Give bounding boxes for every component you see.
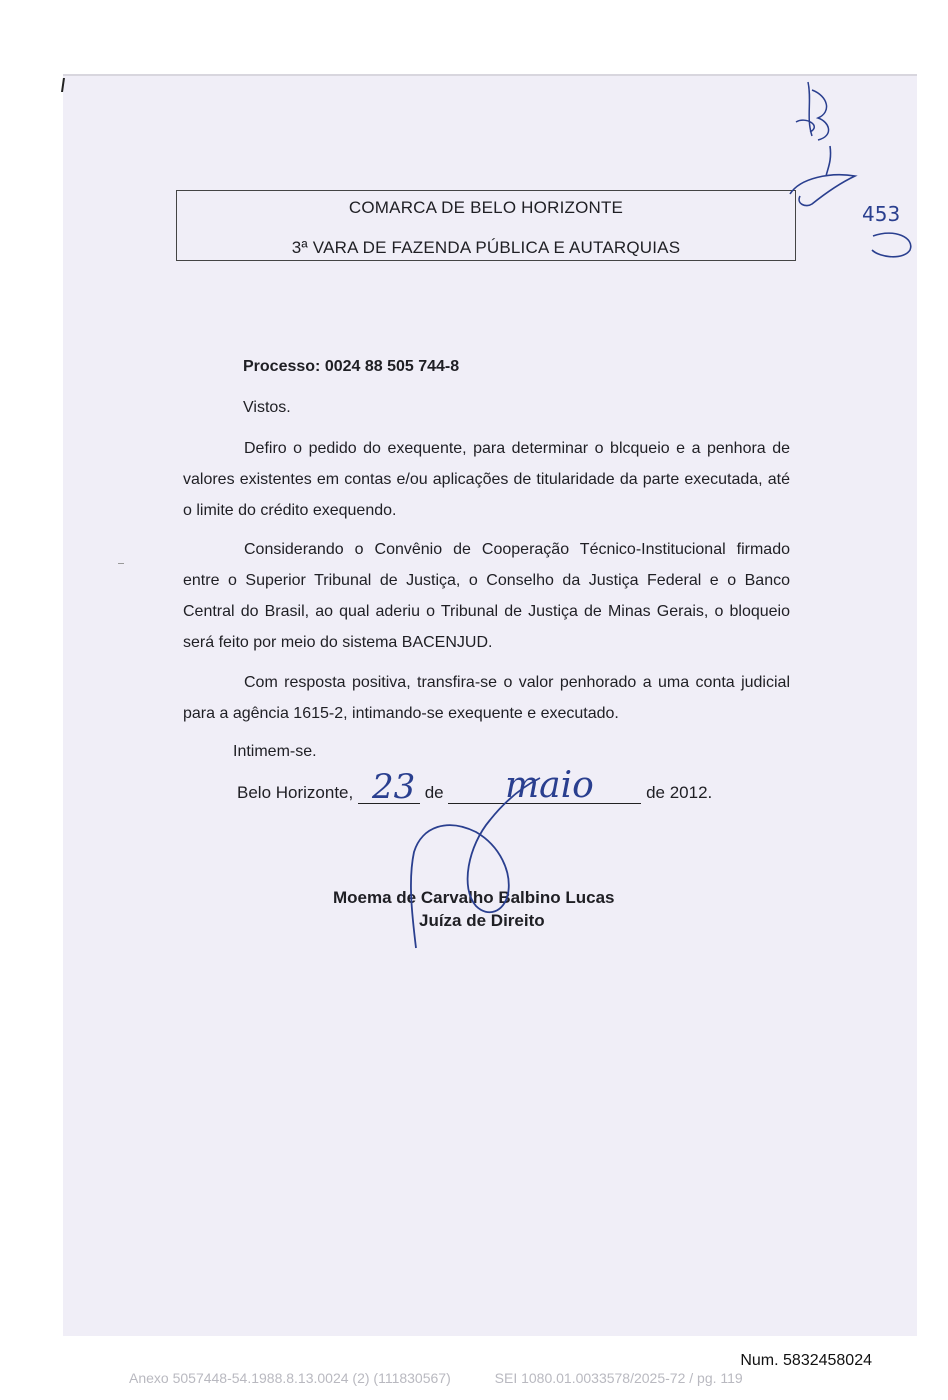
court-name: COMARCA DE BELO HORIZONTE [348,198,624,217]
intimem-text: Intimem-se. [233,743,317,760]
handwritten-month: maio [505,765,594,806]
date-city: Belo Horizonte, [237,783,354,802]
footer-stamp [129,1370,743,1386]
annex-reference: Anexo 5057448-54.1988.8.13.0024 (2) (111830567) [129,1370,451,1386]
vistos-text: Vistos. [243,399,291,416]
court-header-box [176,190,796,261]
day-blank [358,783,420,804]
paragraph-resposta: Com resposta positiva, transfira-se o valor penhorado a uma conta judicial para a agência 1615-2, intimando-se exequente e executado. [183,674,790,722]
handwritten-page-number: 453 [862,202,901,226]
date-year: de 2012. [646,783,713,802]
judge-name: Moema de Carvalho Balbino Lucas [333,888,615,907]
handwritten-day: 23 [372,767,416,807]
paragraph-convenio: Considerando o Convênio de Cooperação Técnico-Institucional firmado entre o Superior Tribunal de Justiça, o Conselho da Justiça Federal e o Banco Central do Brasil, ao qual aderiu o Tribunal de Justiça de Minas Gerais, o bloqueio será feito por meio do sistema BACENJUD. [183,541,790,651]
document-number: Num. 5832458024 [740,1352,872,1369]
process-number: Processo: 0024 88 505 744-8 [243,358,460,375]
sei-reference: SEI 1080.01.0033578/2025-72 / pg. 119 [494,1370,743,1386]
page-top-edge [63,74,917,76]
month-blank [448,783,641,804]
judge-title: Juíza de Direito [419,911,545,930]
date-line [237,783,712,804]
date-de: de [424,783,444,802]
margin-mark [118,563,124,564]
court-division: 3ª VARA DE FAZENDA PÚBLICA E AUTARQUIAS [291,238,681,257]
paragraph-penhora: Defiro o pedido do exequente, para determinar o blcqueio e a penhora de valores existentes em contas e/ou aplicações de titularidade da parte executada, até o limite do crédito exequendo. [183,440,790,519]
